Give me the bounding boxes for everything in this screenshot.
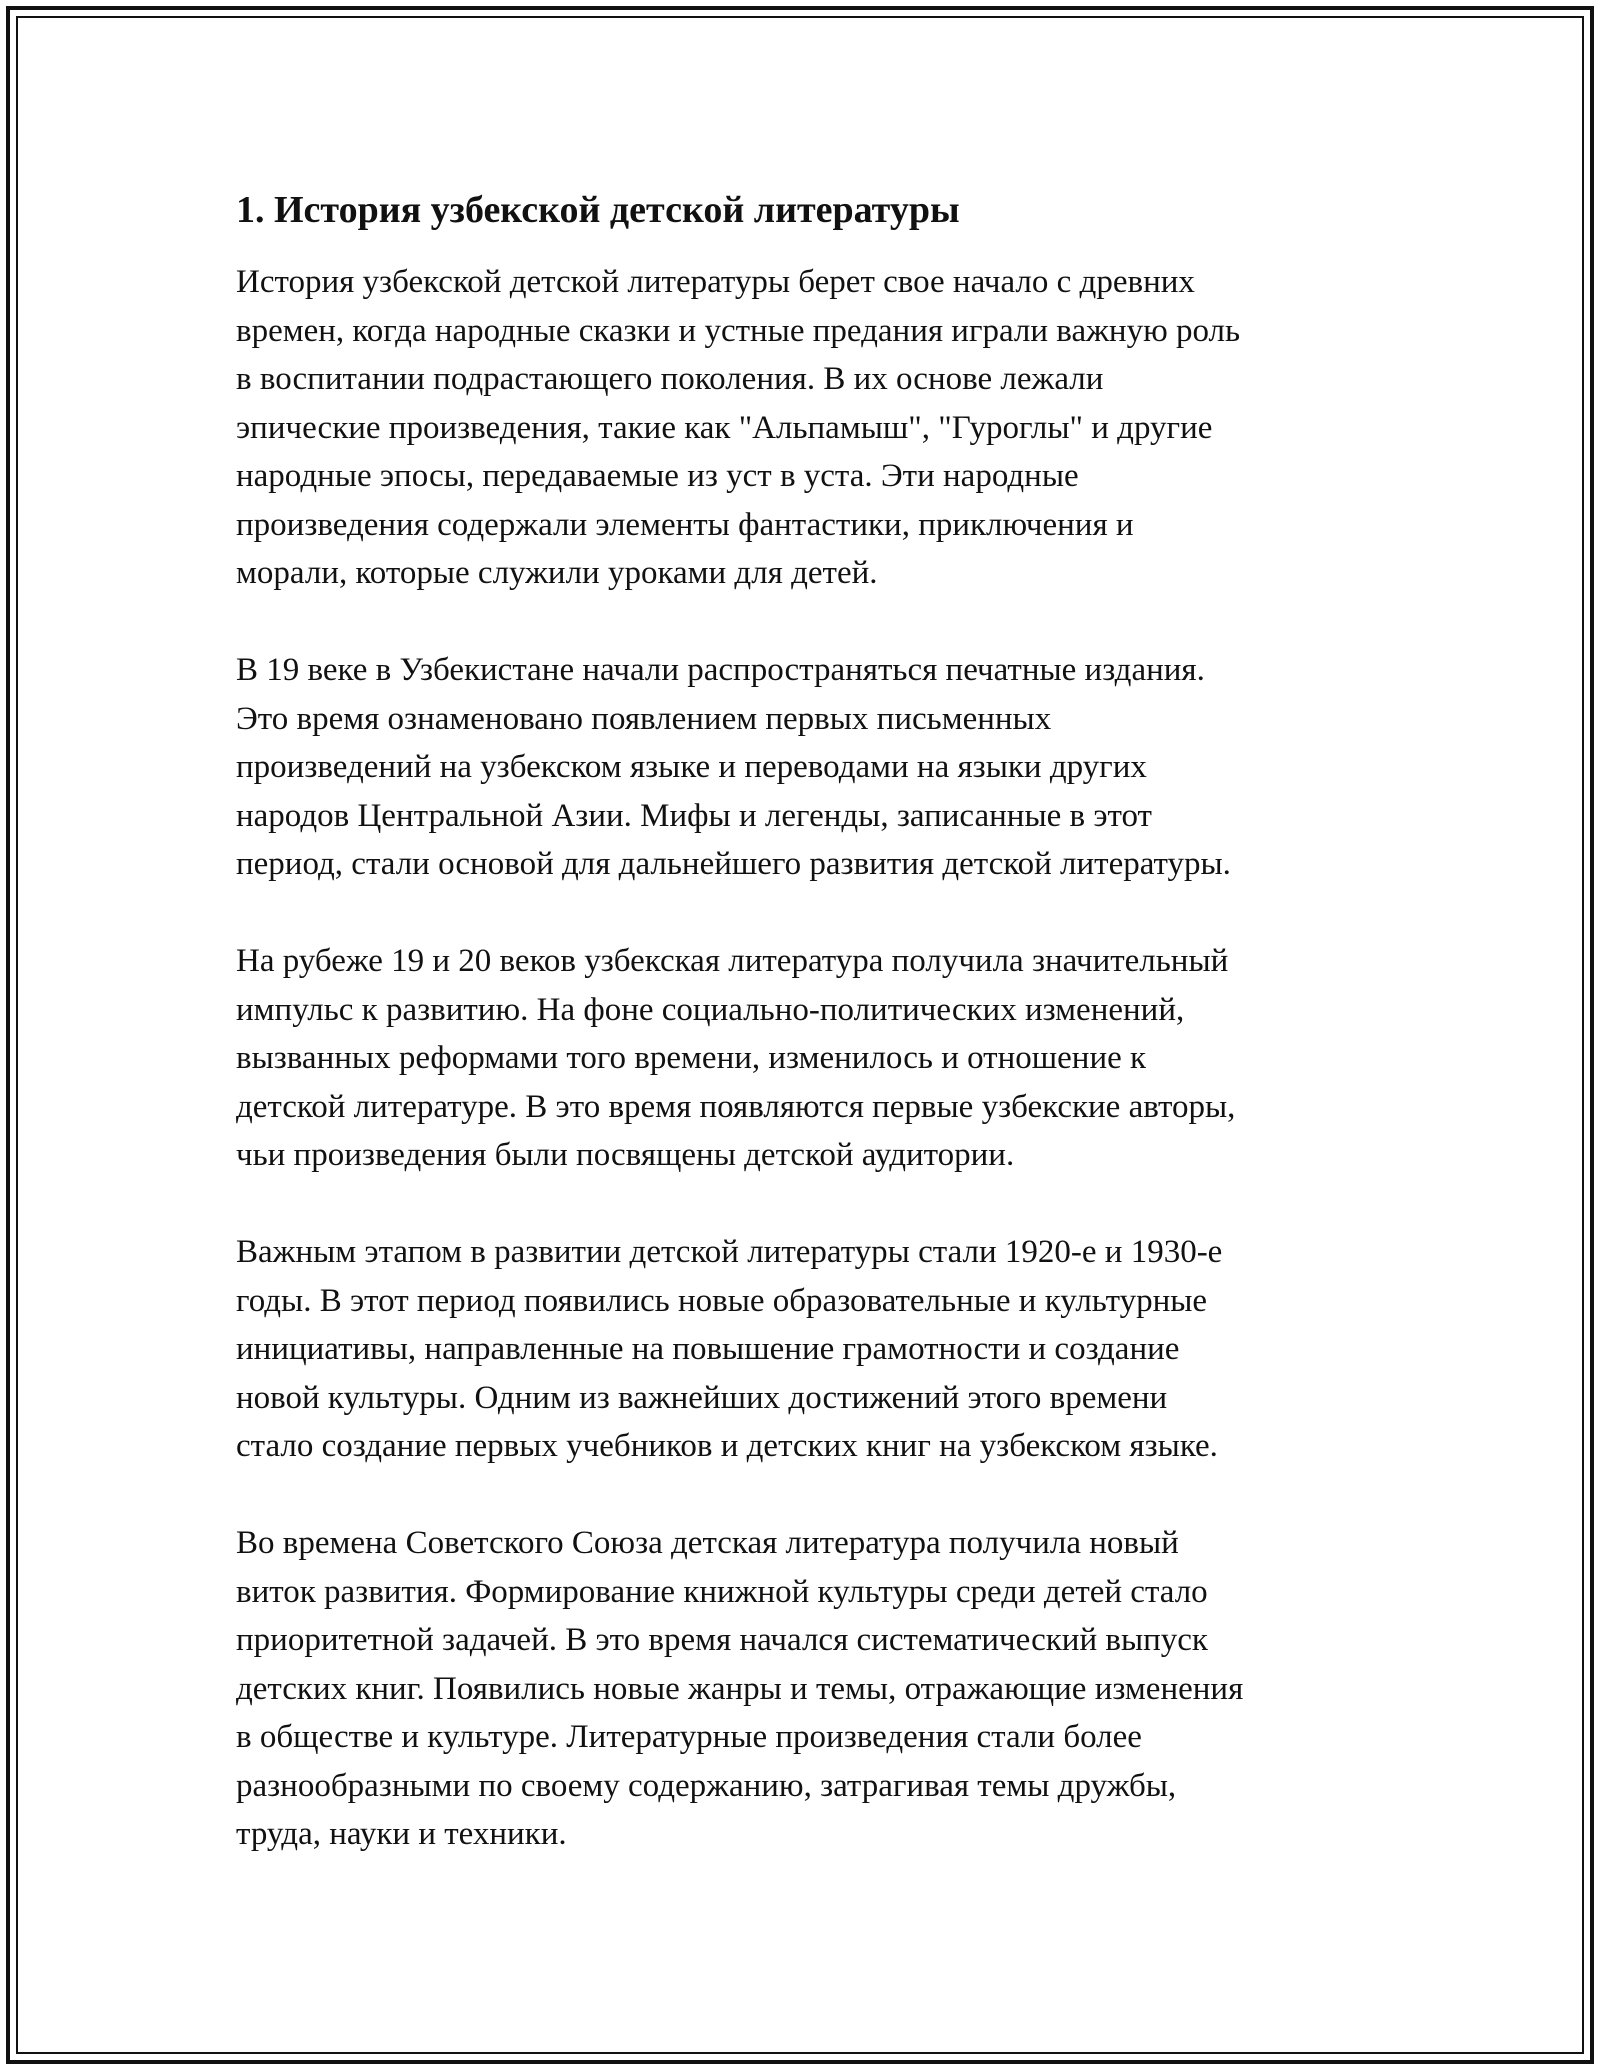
paragraph-2: В 19 веке в Узбекистане начали распространяться печатные издания. Это время ознаменовано появлением первых письменных произведений на узбекском языке и переводами на языки других народов Центральной Азии. Мифы и легенды, записанные в этот период, стали основой для дальнейшего развития детской литературы. xyxy=(236,652,1231,882)
document-body xyxy=(236,186,1396,1907)
section-heading: 1. История узбекской детской литературы xyxy=(236,189,960,231)
paragraph-4: Важным этапом в развитии детской литературы стали 1920-е и 1930-е годы. В этот период появились новые образовательные и культурные инициативы, направленные на повышение грамотности и создание новой культуры. Одним из важнейших достижений этого времени стало создание первых учебников и детских книг на узбекском языке. xyxy=(236,1234,1223,1464)
paragraph-5: Во времена Советского Союза детская литература получила новый виток развития. Формирование книжной культуры среди детей стало приоритетной задачей. В это время начался систематический выпуск детских книг. Появились новые жанры и темы, отражающие изменения в обществе и культуре. Литературные произведения стали более разнообразными по своему содержанию, затрагивая темы дружбы, труда, науки и техники. xyxy=(236,1525,1244,1852)
paragraph-1: История узбекской детской литературы берет свое начало с древних времен, когда народные сказки и устные предания играли важную роль в воспитании подрастающего поколения. В их основе лежали эпические произведения, такие как "Альпамыш", "Гуроглы" и другие народные эпосы, передаваемые из уст в уста. Эти народные произведения содержали элементы фантастики, приключения и морали, которые служили уроками для детей. xyxy=(236,264,1241,591)
paragraph-3: На рубеже 19 и 20 веков узбекская литература получила значительный импульс к развитию. На фоне социально-политических изменений, вызванных реформами того времени, изменилось и отношение к детской литературе. В это время появляются первые узбекские авторы, чьи произведения были посвящены детской аудитории. xyxy=(236,943,1236,1173)
